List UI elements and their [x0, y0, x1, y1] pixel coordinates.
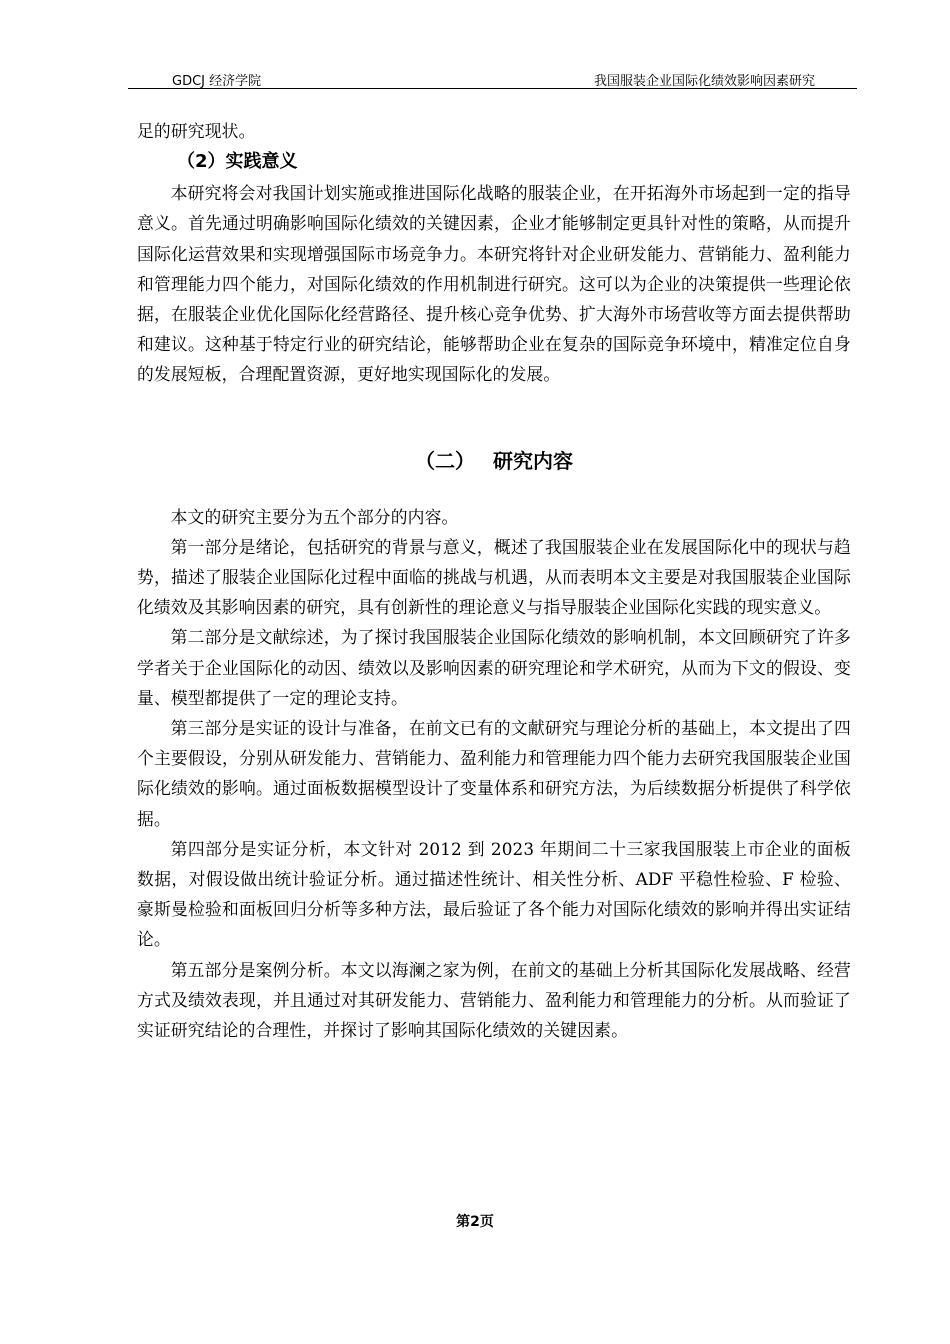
header-thesis-title: 我国服装企业国际化绩效影响因素研究: [593, 74, 815, 89]
content-overview-paragraph: 本文的研究主要分为五个部分的内容。: [170, 506, 459, 527]
practical-significance-paragraph: 本研究将会对我国计划实施或推进国际化战略的服装企业，在开拓海外市场起到一定的指导意义。首先通过明确影响国际化绩效的关键因素，企业才能够制定更具针对性的策略，从而提升国际化运营效果和实现增强国际市场竞争力。本研究将针对企业研发能力、营销能力、盈利能力和管理能力四个能力，对国际化绩效的作用机制进行研究。这可以为企业的决策提供一些理论依据，在服装企业优化国际化经营路径、提升核心竞争优势、扩大海外市场营收等方面去提供帮助和建议。这种基于特定行业的研究结论，能够帮助企业在复杂的国际竞争环境中，精准定位自身的发展短板，合理配置资源，更好地实现国际化的发展。: [137, 183, 851, 385]
header-institution: GDCJ 经济学院: [172, 74, 262, 89]
page-body: [137, 116, 851, 1045]
continued-paragraph: 足的研究现状。: [137, 121, 256, 141]
part-two-paragraph: 第二部分是文献综述，为了探讨我国服装企业国际化绩效的影响机制，本文回顾研究了许多学者关于企业国际化的动因、绩效以及影响因素的研究理论和学术研究，从而为下文的假设、变量、模型都提供了一定的理论支持。: [137, 627, 851, 708]
part-three-paragraph: 第三部分是实证的设计与准备，在前文已有的文献研究与理论分析的基础上，本文提出了四个主要假设，分别从研发能力、营销能力、盈利能力和管理能力四个能力去研究我国服装企业国际化绩效的影响。通过面板数据模型设计了变量体系和研究方法，为后续数据分析提供了科学依据。: [137, 718, 851, 829]
practical-significance-heading: （2）实践意义: [177, 151, 298, 173]
section-title: 研究内容: [493, 448, 573, 473]
section-heading: [137, 446, 851, 476]
page-number: 第2页: [456, 1214, 494, 1230]
part-one-paragraph: 第一部分是绪论，包括研究的背景与意义，概述了我国服装企业在发展国际化中的现状与趋势，描述了服装企业国际化过程中面临的挑战与机遇，从而表明本文主要是对我国服装企业国际化绩效及其影响因素的研究，具有创新性的理论意义与指导服装企业国际化实践的现实意义。: [137, 536, 851, 618]
section-number: （二）: [415, 448, 475, 473]
part-four-paragraph: 第四部分是实证分析，本文针对 2012 到 2023 年期间二十三家我国服装上市企业的面板数据，对假设做出统计验证分析。通过描述性统计、相关性分析、ADF 平稳性检验、F 检验、豪斯曼检验和面板回归分析等多种方法，最后验证了各个能力对国际化绩效的影响并得出实证结论。: [137, 838, 851, 950]
part-five-paragraph: 第五部分是案例分析。本文以海澜之家为例，在前文的基础上分析其国际化发展战略、经营方式及绩效表现，并且通过对其研发能力、营销能力、盈利能力和管理能力的分析。从而验证了实证研究结论的合理性，并探讨了影响其国际化绩效的关键因素。: [137, 959, 851, 1041]
page-header: [128, 68, 857, 89]
